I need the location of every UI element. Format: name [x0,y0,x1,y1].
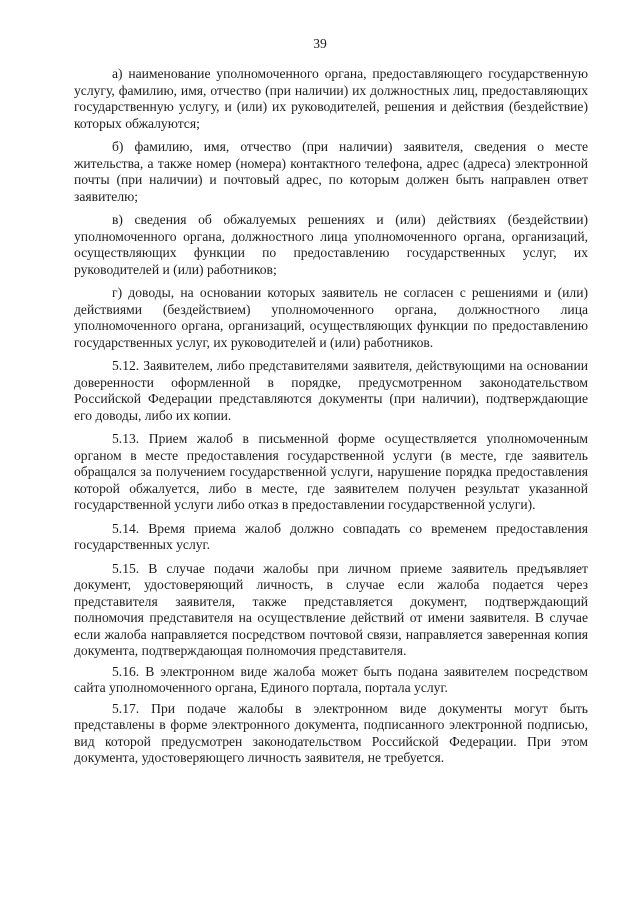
paragraph-5-17: 5.17. При подаче жалобы в электронном виде документы могут быть представлены в форме электронного документа, подписанного электронной подписью, вид которой предусмотрен законодательством Российской Федерации. При этом документа, удостоверяющего личность заявителя, не требуется. [74,700,588,765]
paragraph-item-g: г) доводы, на основании которых заявитель не согласен с решениями и (или) действиями (бездействием) уполномоченного органа, должностного лица уполномоченного органа, организаций, осуществляющих функции по предоставлению государственных услуг, их руководителей и (или) работников. [74,285,588,350]
document-body [74,66,588,771]
paragraph-item-a: а) наименование уполномоченного органа, предоставляющего государственную услугу, фамилию, имя, отчество (при наличии) их должностных лиц, предоставляющих государственную услугу, и (или) их руководителей, решения и действия (бездействие) которых обжалуются; [74,66,588,131]
paragraph-5-13: 5.13. Прием жалоб в письменной форме осуществляется уполномоченным органом в месте предоставления государственной услуги (в месте, где заявитель обращался за получением государственной услуги, нарушение порядка предоставления которой обжалуется, либо в месте, где заявителем получен результат указанной государственной услуги либо отказ в предоставлении государственной услуги). [74,431,588,512]
paragraph-5-16: 5.16. В электронном виде жалоба может быть подана заявителем посредством сайта уполномоченного органа, Единого портала, портала услуг. [74,663,588,695]
paragraph-5-14: 5.14. Время приема жалоб должно совпадать со временем предоставления государственных услуг. [74,520,588,552]
page-number: 39 [313,36,327,51]
paragraph-item-v: в) сведения об обжалуемых решениях и (или) действиях (бездействии) уполномоченного органа, должностного лица уполномоченного органа, организаций, осуществляющих функции по предоставлению государственных услуг, их руководителей и (или) работников; [74,212,588,277]
paragraph-5-12: 5.12. Заявителем, либо представителями заявителя, действующими на основании доверенности оформленной в порядке, предусмотренном законодательством Российской Федерации представляются документы (при наличии), подтверждающие его доводы, либо их копии. [74,358,588,423]
paragraph-5-15: 5.15. В случае подачи жалобы при личном приеме заявитель предъявляет документ, удостоверяющий личность, в случае если жалоба подается через представителя заявителя, также представляется документ, подтверждающий полномочия представителя на осуществление действий от имени заявителя. В случае если жалоба направляется посредством почтовой связи, направляется заверенная копия документа, подтверждающая полномочия представителя. [74,560,588,658]
paragraph-item-b: б) фамилию, имя, отчество (при наличии) заявителя, сведения о месте жительства, а также номер (номера) контактного телефона, адрес (адреса) электронной почты (при наличии) и почтовый адрес, по которым должен быть направлен ответ заявителю; [74,139,588,204]
